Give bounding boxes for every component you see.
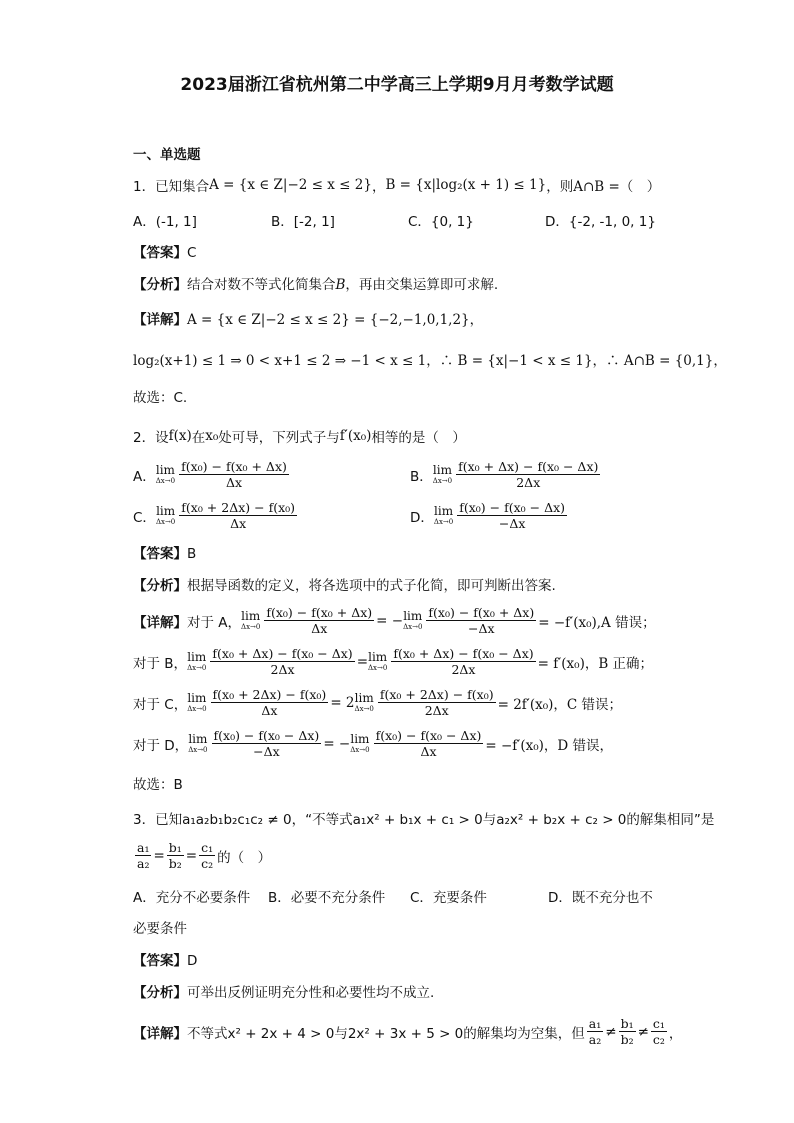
q3-answer: D (187, 953, 198, 969)
q1-detail-line-2: log₂(x+1) ≤ 1 ⇒ 0 < x+1 ≤ 2 ⇒ −1 < x ≤ 1，∴ B = {x|−1 < x ≤ 1}，∴ A∩B = {0,1}， (133, 353, 727, 369)
q2-detail-a-frac-left: $\frac{\text{f(x₀) − f(x₀ + Δx)}}{\Delta x}$ (266, 605, 373, 636)
q2-answer-tag: 【答案】 (133, 546, 187, 562)
q2-option-b-label: B． (410, 468, 433, 485)
q3-detail-ratio-a: $\frac{\text{a₁}}{\text{a₂}}$ (588, 1016, 602, 1047)
q2-detail-c-end: = 2f′(x₀)，C 错误； (497, 696, 623, 713)
q1-detail-line-1 (133, 311, 483, 329)
lim-operator: lim Δx→0 (241, 608, 261, 631)
q2-fx: f(x) (168, 428, 192, 444)
q3-answer-line (133, 952, 197, 970)
q2-stem-a: 2．设 (133, 430, 169, 446)
question-3-stem: 3．已知a₁a₂b₁b₂c₁c₂ ≠ 0，“不等式a₁x² + b₁x + c₁ > 0与a₂x² + b₂x + c₂ > 0的解集相同”是 (133, 812, 715, 828)
q2-option-d (410, 500, 569, 531)
q2-for-c: 对于 C， (133, 696, 188, 713)
q2-option-d-label: D． (410, 509, 434, 526)
lim-operator: lim Δx→0 (368, 649, 388, 672)
q3-ratio-b: $\frac{\text{b₁}}{\text{b₂}}$ (168, 840, 182, 871)
q2-detail-d-mid: = − (323, 735, 351, 752)
q3-neq-2: ≠ (637, 1023, 649, 1040)
q2-option-b (410, 459, 602, 490)
q2-stem-c: 处可导，下列式子与 (218, 430, 340, 446)
q1-comma: ， (371, 179, 386, 195)
q2-detail-c (133, 687, 622, 718)
q1-option-a: A．(-1, 1] (133, 214, 197, 230)
q3-eq-1: = (153, 847, 165, 864)
q1-analysis-b: B (335, 277, 346, 293)
q3-eq-2: = (185, 847, 198, 864)
q3-analysis-tag: 【分析】 (133, 985, 187, 1001)
q1-stem-b: ，则 (546, 179, 574, 195)
q3-detail: 不等式x² + 2x + 4 > 0与2x² + 3x + 5 > 0的解集均为空集，但 (187, 1025, 585, 1042)
q1-detail-1: A = {x ∈ Z|−2 ≤ x ≤ 2} = {−2,−1,0,1,2}， (187, 312, 484, 328)
q3-detail-ratio-b: $\frac{\text{b₁}}{\text{b₂}}$ (620, 1016, 634, 1047)
q2-detail-d-end: = −f′(x₀)，D 错误， (485, 737, 614, 754)
q1-analysis-tag: 【分析】 (133, 277, 187, 293)
q2-detail-b-frac-right: $\frac{\text{f(x₀ + Δx) − f(x₀ − Δx)}}{2\Delta x}$ (393, 646, 534, 677)
q2-detail-b-frac-left: $\frac{\text{f(x₀ + Δx) − f(x₀ − Δx)}}{2\Delta x}$ (212, 646, 353, 677)
lim-operator: lim Δx→0 (350, 731, 370, 754)
q2-for-a: 对于 A， (187, 614, 242, 631)
q1-analysis: 结合对数不等式化简集合 (187, 277, 336, 293)
question-1-stem (133, 175, 660, 195)
q2-analysis-tag: 【分析】 (133, 578, 187, 594)
q2-option-c-fraction: $\frac{\text{f(x₀ + 2Δx) − f(x₀)}}{\Delta x}$ (181, 500, 296, 531)
q1-set-a: A = {x ∈ Z|−2 ≤ x ≤ 2} (209, 177, 372, 193)
lim-operator: lim Δx→0 (155, 462, 176, 485)
q3-detail-line (133, 1016, 682, 1047)
q2-conclusion: 故选：B (133, 777, 183, 793)
q1-option-c: C．{0, 1} (408, 214, 474, 230)
q2-for-d: 对于 D， (133, 737, 189, 754)
q2-detail-tag: 【详解】 (133, 614, 187, 631)
q1-answer-line (133, 244, 196, 262)
section-heading: 一、单选题 (133, 147, 201, 163)
q1-answer-tag: 【答案】 (133, 245, 187, 261)
q2-detail-d (133, 728, 613, 759)
q2-detail-c-frac-right: $\frac{\text{f(x₀ + 2Δx) − f(x₀)}}{2\Delta x}$ (379, 687, 494, 718)
q1-detail-tag: 【详解】 (133, 312, 187, 328)
q1-stem-a: 1．已知集合 (133, 179, 210, 195)
q3-stem-end: 的（ ） (217, 849, 272, 866)
lim-operator: lim Δx→0 (187, 649, 207, 672)
q1-ask: A∩B =（ ） (573, 179, 661, 195)
q3-answer-tag: 【答案】 (133, 953, 187, 969)
lim-operator: lim Δx→0 (354, 690, 374, 713)
lim-operator: lim Δx→0 (155, 503, 176, 526)
q2-detail-d-frac-left: $\frac{\text{f(x₀) − f(x₀ − Δx)}}{-\Delta x}$ (213, 728, 320, 759)
q2-option-c-label: C． (133, 509, 156, 526)
q3-neq-1: ≠ (605, 1023, 617, 1040)
q2-detail-b-mid: = (356, 653, 368, 670)
q2-detail-a-end: = −f′(x₀),A 错误； (538, 614, 656, 631)
q2-detail-a-mid: = − (376, 612, 404, 629)
q3-option-d-continued: 必要条件 (133, 921, 187, 937)
q2-analysis-line (133, 577, 556, 595)
q2-detail-a-frac-right: $\frac{\text{f(x₀) − f(x₀ + Δx)}}{-\Delta x}$ (428, 605, 535, 636)
q2-stem-d: 相等的是（ ） (371, 430, 466, 446)
question-2-stem (133, 426, 466, 446)
q1-option-b: B．[-2, 1] (271, 214, 335, 230)
q2-option-d-fraction: $\frac{\text{f(x₀) − f(x₀ − Δx)}}{-\Delta x}$ (459, 500, 566, 531)
q3-ratio-a: $\frac{\text{a₁}}{\text{a₂}}$ (137, 840, 150, 871)
q3-ratio-line (133, 840, 271, 871)
q3-detail-ratio-c: $\frac{\text{c₁}}{\text{c₂}}$ (652, 1016, 665, 1047)
q3-analysis-line (133, 984, 434, 1002)
q2-detail-d-frac-right: $\frac{\text{f(x₀) − f(x₀ − Δx)}}{\Delta x}$ (375, 728, 482, 759)
q1-analysis-line (133, 276, 498, 294)
q2-detail-c-frac-left: $\frac{\text{f(x₀ + 2Δx) − f(x₀)}}{\Delta x}$ (212, 687, 327, 718)
q1-analysis-rest: ，再由交集运算即可求解. (345, 277, 499, 293)
q3-analysis: 可举出反例证明充分性和必要性均不成立. (187, 985, 435, 1001)
document-title: 2023届浙江省杭州第二中学高三上学期9月月考数学试题 (180, 75, 614, 95)
lim-operator: lim Δx→0 (187, 690, 207, 713)
lim-operator: lim Δx→0 (188, 731, 208, 754)
q2-option-a-fraction: $\frac{\text{f(x₀) − f(x₀ + Δx)}}{\Delta x}$ (181, 459, 287, 490)
q1-answer: C (187, 245, 197, 261)
q2-answer-line (133, 545, 196, 563)
q2-option-a-label: A． (133, 468, 156, 485)
q1-option-d: D．{-2, -1, 0, 1} (545, 214, 656, 230)
q2-detail-b-end: = f′(x₀)，B 正确； (537, 655, 654, 672)
q2-option-a (133, 459, 291, 490)
q2-stem-b: 在 (191, 430, 206, 446)
q1-conclusion: 故选：C. (133, 390, 188, 406)
lim-operator: lim Δx→0 (433, 503, 454, 526)
q2-answer: B (187, 546, 197, 562)
q2-for-b: 对于 B， (133, 655, 188, 672)
q2-option-c (133, 500, 299, 531)
lim-operator: lim Δx→0 (432, 462, 453, 485)
q2-x0: x₀ (205, 428, 219, 444)
lim-operator: lim Δx→0 (403, 608, 423, 631)
q3-detail-tag: 【详解】 (133, 1025, 187, 1042)
q2-detail-a (133, 605, 656, 636)
q3-detail-end: ， (668, 1025, 683, 1042)
q1-set-b: B = {x|log₂(x + 1) ≤ 1} (385, 177, 547, 193)
q3-option-c: C．充要条件 (410, 890, 487, 906)
q3-ratio-c: $\frac{\text{c₁}}{\text{c₂}}$ (201, 840, 214, 871)
q2-detail-b (133, 646, 653, 677)
q2-option-b-fraction: $\frac{\text{f(x₀ + Δx) − f(x₀ − Δx)}}{2\Delta x}$ (458, 459, 599, 490)
q3-option-a: A．充分不必要条件 (133, 890, 251, 906)
q2-analysis: 根据导函数的定义，将各选项中的式子化简，即可判断出答案. (187, 578, 556, 594)
q2-detail-c-mid: = 2 (330, 694, 355, 711)
q2-fprime: f′(x₀) (339, 428, 372, 444)
q3-option-b: B．必要不充分条件 (268, 890, 386, 906)
q3-option-d: D．既不充分也不 (548, 890, 653, 906)
